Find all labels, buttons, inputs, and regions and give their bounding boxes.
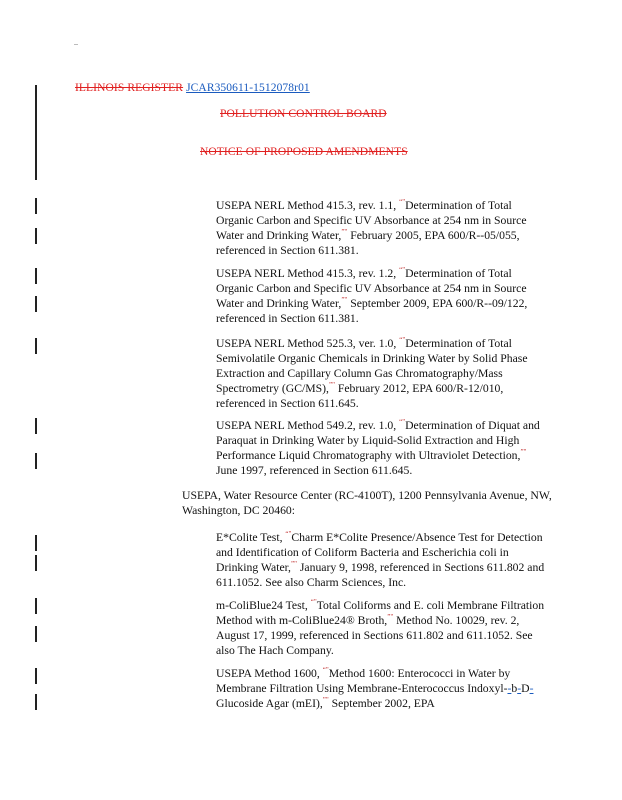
reference-entry bbox=[216, 198, 546, 258]
register-struck: ILLINOIS REGISTER bbox=[75, 82, 184, 94]
scan-artifact bbox=[74, 44, 78, 45]
reference-entry bbox=[216, 598, 546, 658]
entry-method: USEPA NERL Method 525.3, ver. 1.0, bbox=[216, 337, 400, 350]
entry-method: USEPA NERL Method 549.2, rev. 1.0, bbox=[216, 419, 400, 432]
entry-title: Determination of Diquat and Paraquat in Drinking Water by Liquid-Solid Extraction and High Performance Liquid Chromatography with Ultraviolet Detection, bbox=[216, 419, 540, 462]
quote-mark: ”" bbox=[290, 560, 297, 569]
entry-title: Determination of Total Semivolatile Organic Chemicals in Drinking Water by Solid Phase Extraction and Capillary Column Gas Chromatography/Mass Spectrometry (GC/MS), bbox=[216, 337, 528, 395]
change-bar bbox=[35, 296, 37, 312]
reference-entry bbox=[216, 530, 546, 590]
change-bar bbox=[35, 198, 37, 214]
change-bar bbox=[35, 85, 37, 180]
entry-date: Method No. 10029, rev. 2, August 17, 1999, referenced in Sections 611.802 and 611.1052. See also The Hach Company. bbox=[216, 614, 533, 657]
change-bar bbox=[35, 228, 37, 244]
change-bar bbox=[35, 668, 37, 684]
board-name: POLLUTION CONTROL BOARD bbox=[220, 108, 387, 120]
entry-date: January 9, 1998, referenced in Sections 611.802 and 611.1052. See also Charm Sciences, Inc. bbox=[216, 561, 545, 589]
beta-letter: b bbox=[511, 682, 518, 695]
change-bar bbox=[35, 555, 37, 571]
register-code: JCAR350611-1512078r01 bbox=[186, 82, 310, 94]
quote-mark: “" bbox=[322, 666, 329, 675]
change-bar bbox=[35, 418, 37, 434]
entry-method: m-ColiBlue24 Test, bbox=[216, 599, 311, 612]
change-bar bbox=[35, 338, 37, 354]
quote-mark: ”" bbox=[520, 448, 527, 457]
underscore-mark: - bbox=[507, 682, 512, 695]
quote-mark: “" bbox=[399, 198, 406, 207]
entry-method: USEPA Method 1600, bbox=[216, 667, 323, 680]
quote-mark: ”" bbox=[328, 381, 335, 390]
reference-entry bbox=[216, 666, 546, 711]
entry-date: September 2009, EPA 600/R- bbox=[347, 297, 489, 310]
underscore-mark: - bbox=[517, 682, 522, 695]
entry-method: E*Colite Test, bbox=[216, 531, 286, 544]
change-bar bbox=[35, 694, 37, 710]
entry-title: Method 1600: Enterococci in Water by Membrane Filtration Using Membrane-Enterococcus Indoxyl- bbox=[216, 667, 511, 695]
entry-date: June 1997, referenced in Section 611.645. bbox=[216, 464, 413, 477]
entry-title: Determination of Total Organic Carbon and Specific UV Absorbance at 254 nm in Source Water and Drinking Water, bbox=[216, 199, 527, 242]
entry-date: February 2005, EPA 600/R- bbox=[347, 229, 481, 242]
entry-title: Total Coliforms and E. coli Membrane Filtration Method with m-ColiBlue24® Broth, bbox=[216, 599, 545, 627]
reference-entry bbox=[216, 336, 546, 411]
quote-mark: ”" bbox=[341, 296, 348, 305]
reference-entry bbox=[216, 266, 546, 326]
change-bar bbox=[35, 453, 37, 469]
quote-mark: “" bbox=[310, 598, 317, 607]
quote-mark: ”" bbox=[387, 613, 394, 622]
quote-mark: ”" bbox=[322, 696, 329, 705]
entry-title: Charm E*Colite Presence/Absence Test for Detection and Identification of Coliform Bacteria and Escherichia coli in Drinking Water, bbox=[216, 531, 543, 574]
quote-mark: “" bbox=[399, 418, 406, 427]
quote-mark: “" bbox=[399, 336, 406, 345]
quote-mark: “" bbox=[285, 530, 292, 539]
underscore-mark: - bbox=[529, 682, 534, 695]
change-bar bbox=[35, 598, 37, 614]
change-bar bbox=[35, 626, 37, 642]
quote-mark: “" bbox=[399, 266, 406, 275]
entry-title-end: Glucoside Agar (mEI), bbox=[216, 697, 323, 710]
quote-mark: ”" bbox=[341, 228, 348, 237]
reference-entry bbox=[216, 418, 546, 478]
notice-title: NOTICE OF PROPOSED AMENDMENTS bbox=[200, 146, 408, 158]
change-bar bbox=[35, 535, 37, 551]
source-address: USEPA, Water Resource Center (RC-4100T), 1200 Pennsylvania Avenue, NW, Washington, DC 20460: bbox=[182, 489, 552, 517]
entry-method: USEPA NERL Method 415.3, rev. 1.1, bbox=[216, 199, 400, 212]
change-bar bbox=[35, 268, 37, 284]
register-header bbox=[75, 82, 310, 94]
entry-method: USEPA NERL Method 415.3, rev. 1.2, bbox=[216, 267, 400, 280]
entry-title: Determination of Total Organic Carbon and Specific UV Absorbance at 254 nm in Source Water and Drinking Water, bbox=[216, 267, 527, 310]
entry-tail: -09/122, referenced in Section 611.381. bbox=[216, 297, 528, 325]
entry-date: September 2002, EPA bbox=[328, 697, 435, 710]
entry-date: February 2012, EPA 600/R-12/010, referenced in Section 611.645. bbox=[216, 382, 504, 410]
d-letter: D bbox=[521, 682, 530, 695]
entry-tail: -05/055, referenced in Section 611.381. bbox=[216, 229, 520, 257]
